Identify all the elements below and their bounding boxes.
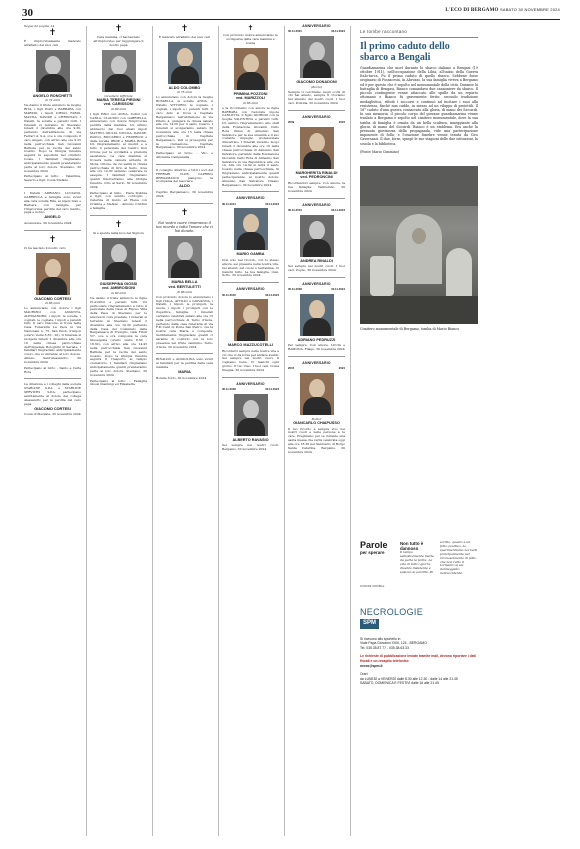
- column-5: [286, 24, 347, 836]
- portrait-photo: [234, 208, 268, 250]
- divider: [288, 277, 345, 278]
- notice-participants: Partecipano al lutto: - Piera Trebbia e figli, con sentito cordoglio - Caterina di Guido ed Elena con Cristina e Stefano - Antonio Cividini e famiglia: [90, 190, 147, 210]
- divider: [156, 203, 213, 204]
- story-byline: (Fonte Mario Cimmino): [360, 149, 400, 154]
- deceased-married-name: ved. BERTULETTI: [168, 285, 201, 290]
- year-from: 30.11.2016: [222, 292, 236, 297]
- notice-body: La direzione e i colleghi della società STARLINE S.P.A. e STARLINE SERVICES S.P.A. partecipano sentitamente al dolore del collega Alessandro per la perdita del caro papà: [24, 382, 81, 406]
- anniversary-text: Non solo nel ricordo, con lo stesso amore, sei presente nella nostra vita, nei silenzi, nel cuore e nell'anima. Ci manchi tutto. La tua famiglia. Ossi, Sotto, 30 novembre 2024: [222, 257, 279, 278]
- deceased-name: MARGHERITA RINALDI: [295, 170, 338, 175]
- portrait-photo: [102, 238, 136, 280]
- portrait-photo: [300, 373, 334, 415]
- deceased-age: di 75 anni: [176, 90, 193, 95]
- divider: [24, 187, 81, 188]
- necrologie-title: NECROLOGIE: [360, 607, 424, 617]
- divider: [24, 378, 81, 379]
- notice-participants: Partecipano al lutto: - Santo e Carla Rota: [24, 365, 81, 374]
- parole-title: Parole: [360, 540, 388, 550]
- obituary-columns: [22, 24, 557, 836]
- anniversary-label: ANNIVERSARIO: [302, 114, 331, 119]
- photo-caption: Cimitero monumentale di Bergamo, tomba di Mario Bianco: [360, 326, 460, 331]
- deceased-married-name: ved. MARIZZOLI: [235, 96, 266, 101]
- anniversary-text: Sempre ti cerchiamo negli occhi di chi hai amato, sempre ti troviamo nel silenzio dei nostri cuori. I tuoi cari. Pontida, 30 novembre 2024: [288, 89, 345, 106]
- anniversary-label: ANNIVERSARIO: [302, 281, 331, 286]
- deceased-name: GIACOMO CORTESI: [34, 296, 71, 301]
- anniversary-label: ANNIVERSARIO: [236, 381, 265, 386]
- portrait-photo: [300, 36, 334, 78]
- cross-icon: ✝: [48, 28, 57, 38]
- anniversary-text: Sei sempre nei nostri cuori. Bergamo, 30 novembre 2024: [222, 443, 279, 452]
- notice-body: Ne danno il triste annuncio la moglie RITA, i figli IVAN e BARBARA con MARZIO, i nipoti DIEGO, FABIO, MATTIA, DAVIDE e CHRISTIAN, i fratelli, la sorella e parenti tutti. I funerali si terranno in Stezzano lunedì 2 dicembre alle ore 9.30, partendo dall'abitazione di via Ferrari 4, S.A. ove è ora composto il caro Angelo, con arrivo alle ore 9.25 nella parrocchiale San Giovanni Battista per la recita del santo rosario. Dopo la liturgia funebre seguirà la sepoltura nel cimitero locale. I familiari ringraziano anticipatamente quanti prenderanno parte al loro dolore. Stezzano, 30 novembre 2024: [24, 103, 81, 173]
- hours-weekdays: da LUNEDÌ a VENERDÌ dalle 8.30 alle 12.30 - dalle 14 alle 21.45: [360, 676, 458, 681]
- story-body: Guardiamarina che morì durante lo sbarco italiano a Bengasi (19 ottobre 1911), nell'occupazione della Libia, all'inizio della Guerra Italo-turca. Fu il primo caduto di quello sbarco. Sebbene fosse originario di Fossacesia, in Abruzzo, la sua famiglia viveva a Bergamo ed è per questo che è sepolto nel monumentale della città. Durante la battaglia di Bengasi, Bianco comandava due cannoniere da sbarco. Il piccolo contingente venne attaccato alle spalle da un reparto ottomano e Bianco fu gravemente ferito: secondo tradizione medaglistica, rifiutò i soccorsi e continuò ad incitare i suoi alla resistenza, finché non cadde, in mezzo ad un viluppo di proiettili. Il 18° caduto d'una guerra consacrato alla gloria, di mano dei Siccardi. In sua memoria, il piccolo corpo del giovane guardiamarina venne traslato a Bergamo e sepolto nel cimitero monumentale, dove la sua tomba di famiglia è ornata da un bella scultura, inneggiante alla gloria, di mano del Siccardi. Bianco è un emblema. Era anche la presunta giovinezza della propaganda, vide una partecipazione imponente di folla; e l'orazione funebre venne tenuta da Ciro Caversazzi. Il due, forse, spiegò le sue stagioni delle due istituzioni, la scuola e la biblioteca.: [360, 65, 478, 146]
- portrait-photo: [300, 215, 334, 257]
- column-rule: [86, 26, 87, 836]
- year-from: 30.11.2008: [288, 287, 302, 292]
- portrait-photo: [300, 294, 334, 336]
- deceased-married-name: ved. AMBROSIONI: [101, 286, 136, 291]
- notice-intro: Con profondo dolore annunciamo la scomparsa della cara mamma e nonna: [223, 33, 278, 45]
- portrait-photo: [234, 299, 268, 341]
- portrait-photo: [234, 48, 268, 90]
- continued-note: Segue da pagina 14: [24, 24, 55, 28]
- parole-column-3: scritto, questo è un fatto positivo. Lo sperimentiamo noi tutti principalmente nel riconoscimento di fatto che non tutto il tormento si sia danneggiato nell'accidente.: [440, 540, 478, 576]
- divider: [90, 215, 147, 216]
- anniversary-text: Ricordarvi sempre nelle nostre vite è ciò che ci dà forza per andare avanti. Sei sempre nei nostri cuori, ti vogliamo bene. Ci manchi ogni giorno. Il tuo Ciao. I tuoi cari. Coma Imagna, 30 novembre 2024: [222, 348, 279, 372]
- story-kicker: Le tombe raccontano: [360, 29, 478, 38]
- memorial-quote: Noi vostro cuore rimarranno il tuo ricordo e tutto l'amore che ci hai donato.: [156, 220, 213, 234]
- notice-body: Lo annunciano con dolore la moglie ROSSELLA, le sorelle ANNA, il fratello VITTORIO, le cognate, i cognati, i nipoti e i parenti tutti. Il caro Aldo si trova a Capriate Bergamasco nell'abitazione in via Pitelio 4, giungerà la chiesa sabato alle ore 14.30 per il santo rosario. I funerali si svolgeranno sabato 30 novembre alle ore 15 nella chiesa parrocchiale di Capriate Bergamasco, indi si proseguirà per la cremazione. Capriate Bergamasco, 30 novembre 2024: [156, 95, 213, 150]
- deceased-title: Dottor: [311, 416, 322, 421]
- deceased-name: ALDO COLOMBO: [168, 85, 201, 90]
- notice-body: Con profondo dolore lo annunciano i figli ITALA, ATTILIO e GIOVANNA, i fratelli, i nipoti, le pronipoti, la nuora, i nipoti, i pronipoti con le rispettive famiglie. I funerali verranno celebrati sabato alle ore 15 nella parrocchiale di Terno d'Isola, partendo dalla casa funeraria di via F.lli Calvi in Ponte San Pietro, ove la nostra cara Maria è composta. Sentitamente ringraziano quanti ci saranno di conforto con la loro presenza nel triste cammino. Terno d'Isola, 30 novembre 2024: [156, 294, 213, 349]
- divider: [222, 191, 279, 192]
- deceased-name: MARIA BELLA: [171, 280, 198, 285]
- anniversary-label: ANNIVERSARIO: [236, 196, 265, 201]
- deceased-age: di 86 anni: [44, 301, 61, 306]
- notice-intro: È mancato all'affetto dei suoi cari: [158, 35, 211, 39]
- anniversary-years: [288, 367, 345, 371]
- parole-box: [360, 541, 478, 596]
- deceased-age: di 72 anni: [44, 98, 61, 103]
- hours-label: Orari: [360, 672, 368, 677]
- year-to: 30.11.2024: [265, 201, 279, 206]
- year-from: 2015: [288, 366, 295, 371]
- notice-intro: Si è spenta nella luce del Signore: [93, 230, 144, 235]
- deceased-nickname: (Bocia): [311, 84, 322, 89]
- deceased-name: ANDREA RINALDI: [300, 258, 333, 263]
- notice-participants: Partecipano al lutto: - Valentina, Saverio e figli, Costa Stefano: [24, 174, 81, 183]
- cross-icon: ✝: [114, 219, 123, 230]
- spm-logo: SPM: [360, 619, 379, 629]
- notice-body: I fratelli ADRIANO, LUCIANO, GABRIELLA e famiglie sono vicini alla cara sorella Rita, ai nipoti Ivan e Barbara con famiglie per l'improvvisa perdita del caro marito, papà e nonno: [24, 191, 81, 215]
- portrait-photo: [36, 253, 70, 295]
- email-address[interactable]: necro@spm.it: [360, 663, 383, 668]
- deceased-name: GIANCARLO CHIAPUSSO: [293, 420, 340, 425]
- deceased-name: ADRIANO PEDRUZZI: [297, 337, 336, 342]
- anniversary-label: ANNIVERSARIO: [302, 361, 331, 365]
- divider: [156, 353, 213, 354]
- deceased-name: MARCO MAZZUCOTELLI: [228, 343, 273, 348]
- deceased-name: MARIA: [178, 370, 191, 375]
- portrait-photo: [168, 42, 202, 84]
- year-to: 30.11.2024: [265, 292, 279, 297]
- deceased-name: PRIMINA POZZONI: [233, 91, 268, 96]
- notice-place: Ascensione, 30 novembre 2024: [24, 220, 72, 225]
- divider: [288, 198, 345, 199]
- issue-date: SABATO 30 NOVEMBRE 2024: [499, 7, 560, 12]
- notice-body: Il consiglio direttivo e tutti i soci del FERRARI CLUB CAPRINO BERGAMASCO piangono la scomparsa del tesoriere: [156, 167, 213, 184]
- parole-column-2: [400, 541, 436, 574]
- anniversary-text: Per sempre. Con amore, LUCIA e RAMONA. Filago, 30 novembre 2024: [288, 343, 345, 352]
- notice-participants: Partecipano al lutto: - Famiglia Giossi Gianluigi ed Elisabetta: [90, 378, 147, 387]
- year-to: 30.11.2024: [331, 29, 345, 34]
- cross-icon: ✝: [114, 24, 123, 34]
- story-headline: Il primo caduto dello sbarco a Bengali: [360, 40, 450, 63]
- deceased-married-name: ved. CARISSONI: [103, 102, 134, 107]
- year-from: 30.11.2013: [288, 207, 302, 212]
- notice-body: Ne danno il triste annuncio le figlie CLAUDIO e parenti tutti. Un particolare ringraziamento a tutto il personale della Casa di Riposo Villa della Pace di Stezzano per le amorevoli cure prestate. I funerali si terranno in Stezzano lunedì 2 dicembre alle ore 10.30 partendo dalla Casa del Commiato della Bergamasca di Treviglio, viale Friuli 5/7, ove è ora composta la cara Giuseppina (orario visite 8.30 - 18.30), con arrivo alle ore 14.45 nella parrocchiale San Giovanni Battista per la recita del santo rosario. Dopo la liturgia funebre seguirà il trasporto al tempio crematorio. I familiari ringraziano anticipatamente quanti prenderanno parte al loro dolore. Stezzano, 30 novembre 2024: [90, 295, 147, 377]
- page-number: 30: [22, 7, 33, 19]
- parole-heading: Non tutto è dannoso: [400, 541, 424, 551]
- year-from: 30.11.2009: [222, 387, 236, 392]
- masthead: [445, 7, 560, 14]
- deceased-age: di 90 anni: [110, 290, 127, 295]
- anniversary-years: [288, 209, 345, 213]
- honorific: Cavaliere Ufficiale: [104, 93, 133, 98]
- anniversary-label: ANNIVERSARIO: [302, 202, 331, 207]
- deceased-name: GIUSEPPINA GIOSSI: [99, 281, 138, 286]
- year-to: 30.11.2024: [331, 207, 345, 212]
- anniversary-years: [222, 388, 279, 392]
- office-address: Viale Papa Giovanni XXIII, 124 - BERGAMO: [360, 641, 427, 646]
- notice-body: Lo annunciano con dolore i figli MAURIZIO con ASSUNTA, ALESSANDRO, i nipoti, le sorelle, i cognati, le cognate, i nipoti e parenti tutti. Il caro Giacomo si trova nella Casa Funeraria La Pace in via Nazionale n. 75, San Paolo d'Argon (orario visite 8.30 - 20). Il funerale si svolgerà lunedì 2 dicembre alle ore 10 nella chiesa parrocchiale dell'Ospedale Bolognini di Seriate. I familiari ringraziano anticipatamente coloro che si uniranno al loro dolore. Albano Sant'Alessandro, 30 novembre 2024: [24, 306, 82, 364]
- cross-icon: ✝: [180, 24, 189, 34]
- anniversary-label: ANNIVERSARIO: [302, 24, 331, 28]
- notice-place: Costa di Mezzate, 30 novembre 2024: [24, 412, 81, 417]
- anniversary-years: [222, 294, 279, 298]
- email-instructions: Le richieste di pubblicazione inviate tramite mail, devono riportare i dati fiscali e un recapito telefonico: [360, 654, 476, 664]
- notice-intro: Ci ha lasciato il nostro caro: [24, 245, 66, 250]
- column-1: [22, 24, 83, 836]
- necrologie-details: [360, 637, 478, 686]
- column-rule: [152, 26, 153, 836]
- divider: [222, 282, 279, 283]
- anniversary-text: Il tuo ricordo è sempre vivo nei nostri cuori e nelle persone a te care. Preghiamo per te durante una santa messa che verrà celebrata oggi alle ore 18.30 nel Santuario di Borgo Santa Caterina. Bergamo, 30 novembre 2024: [288, 426, 345, 454]
- anniversary-text: Sei sempre nei nostri cuori. I tuoi cari. Zogno, 30 novembre 2024: [288, 264, 345, 272]
- year-to: 2024: [338, 120, 345, 125]
- deceased-age: di 89 anni: [110, 106, 127, 111]
- notice-participants: Partecipano al lutto: - Vito e Alfonsina Campanella: [156, 151, 213, 160]
- notice-intro: Cara mamma, ci hai lasciato all'improvviso per raggiungere il nostro papà: [93, 35, 144, 47]
- notice-place: Caprino Bergamasco, 30 novembre 2024: [156, 189, 213, 198]
- divider: [156, 164, 213, 165]
- portrait-photo: [102, 50, 136, 92]
- deceased-married-name: ved. PEDRONCINI: [300, 175, 333, 180]
- column-2: [88, 24, 149, 836]
- divider: [288, 110, 345, 111]
- anniversary-years: [288, 121, 345, 125]
- notice-place: Bonate Sotto, 30 novembre 2024: [156, 375, 207, 380]
- portrait-photo: [36, 50, 70, 92]
- divider: [288, 356, 345, 357]
- cross-icon: ✝: [247, 24, 254, 32]
- year-to: 30.11.2024: [265, 387, 279, 392]
- necrologie-info: [360, 607, 478, 690]
- office-phone: Tel. 035.35.87.77 - 035.38.63.33: [360, 645, 409, 650]
- deceased-name: ALDO: [179, 184, 190, 189]
- deceased-name: ALBERTO RAVASIO: [232, 437, 269, 442]
- anniversary-years: [222, 203, 279, 207]
- column-3: [154, 24, 215, 836]
- notice-body: RINALDO e ANGIOLINA sono vicini ai familiari per la perdita della cara mamma: [156, 357, 213, 370]
- portrait-photo: [300, 127, 334, 169]
- deceased-name: GIACOMO CORTESI: [34, 406, 71, 411]
- anniversary-label: ANNIVERSARIO: [236, 287, 265, 292]
- divider: [222, 377, 279, 378]
- cross-icon: ✝: [48, 234, 57, 245]
- deceased-name: MARIA TERESA PIRGINI: [96, 97, 141, 102]
- paper-name: L'ECO DI BERGAMO: [445, 8, 499, 13]
- notice-intro: È improvvisamente mancato all'affetto dei suoi cari: [24, 39, 81, 47]
- hours-weekend: SABATO, DOMENICA E FESTIVI dalle 16 alle 21.45: [360, 681, 439, 686]
- year-to: 30.11.2024: [331, 287, 345, 292]
- column-rule: [218, 26, 219, 836]
- year-to: 2024: [338, 366, 345, 371]
- parole-author: RUMORE ORRIBILE: [360, 585, 385, 588]
- deceased-age: di 86 anni: [242, 100, 259, 105]
- deceased-name: ANGELO: [44, 215, 61, 220]
- column-rule: [284, 26, 285, 836]
- tomb-photo: [360, 166, 478, 324]
- parole-subtitle: per sperare: [360, 550, 385, 555]
- deceased-age: di 98 anni: [176, 289, 193, 294]
- office-line-1: Si ricevono allo sportello in: [360, 636, 401, 641]
- deceased-name: GIACOMO DONADONI: [296, 79, 337, 84]
- anniversary-years: [288, 288, 345, 292]
- deceased-name: ANGELO RONCHETTI: [32, 93, 73, 98]
- anniversary-years: [288, 30, 345, 34]
- divider: [24, 230, 81, 231]
- notice-body: e la ricordiamo con amore le figlie BARBARA con l'adorata nipote CARLOTTA, il figlio GIORGIO con la moglie VALENTINA e parenti tutti. Un sentito ringraziamento allo staff della Fondazione Giovanni Carlo Rota Onlus di Almenno San Salvatore per la sua umanità e il suo costante impegno professionale dimostrato. I funerali avranno luogo lunedì 2 dicembre alle ore 10 nella chiesa parrocchiale di Almenno San Salvatore, partendo dalla Fondazione Giovanni Carlo Rota di Almenno San Salvatore in via Repubblica alle ore 14. Alle ore 14.30 si terrà il santo rosario nella chiesa parrocchiale. Si ringraziano anticipatamente quanti parteciperanno al nostro dolore. Almenno San Salvatore Ciisano Bergamasco, 30 novembre 2024: [222, 105, 279, 187]
- cross-icon: ✝: [180, 207, 189, 218]
- year-from: 2009: [288, 120, 295, 125]
- parole-text: Il tempo semplicemente mette da parte le ferite. La vita di tutti i giorni diventa insistente e spiazza la perdita. Di: [400, 550, 434, 574]
- portrait-photo: [168, 236, 202, 278]
- column-rule: [350, 26, 351, 836]
- anniversary-text: Ricordandoti sempre. Con amore, la tua famiglia. Valbrembo, 30 novembre 2024: [288, 181, 345, 193]
- column-4: [220, 24, 281, 836]
- year-from: 30.11.2001: [288, 29, 302, 34]
- portrait-photo: [234, 394, 268, 436]
- year-from: 30.11.2014: [222, 201, 236, 206]
- page-header: [22, 6, 560, 20]
- feature-story: [360, 29, 478, 331]
- notice-body: I figli EZIO con ANNA, LUIGI con CARLA, CLAUDIO con GABRIELLA, annunciano con dolore l'improvvisa perdita della mamma. Un ultimo abbraccio dai tuoi amati nipoti MATTEO, GIULIA, NICOLA, DAVIDE, PAOLO, RICCARDO e FEDERICO e dalle sorelle IRIDE e MARIA ROSA. Un ringraziamento ai medici e a tutto il personale del Centro Don Orione per la cordialità e premura assistenze. La cara mamma si troverà nella camera ardente di Mons. Orione, da cui salirà in chiesa parrocchiale di Orio al Serio, dove alle ore 10.30 saranno celebrate le esequie. I familiari ringraziano quanti interverranno alla liturgia funebre. Orio al Serio, 30 novembre 2024: [90, 111, 147, 189]
- deceased-name: MARIO GAMBA: [236, 252, 265, 257]
